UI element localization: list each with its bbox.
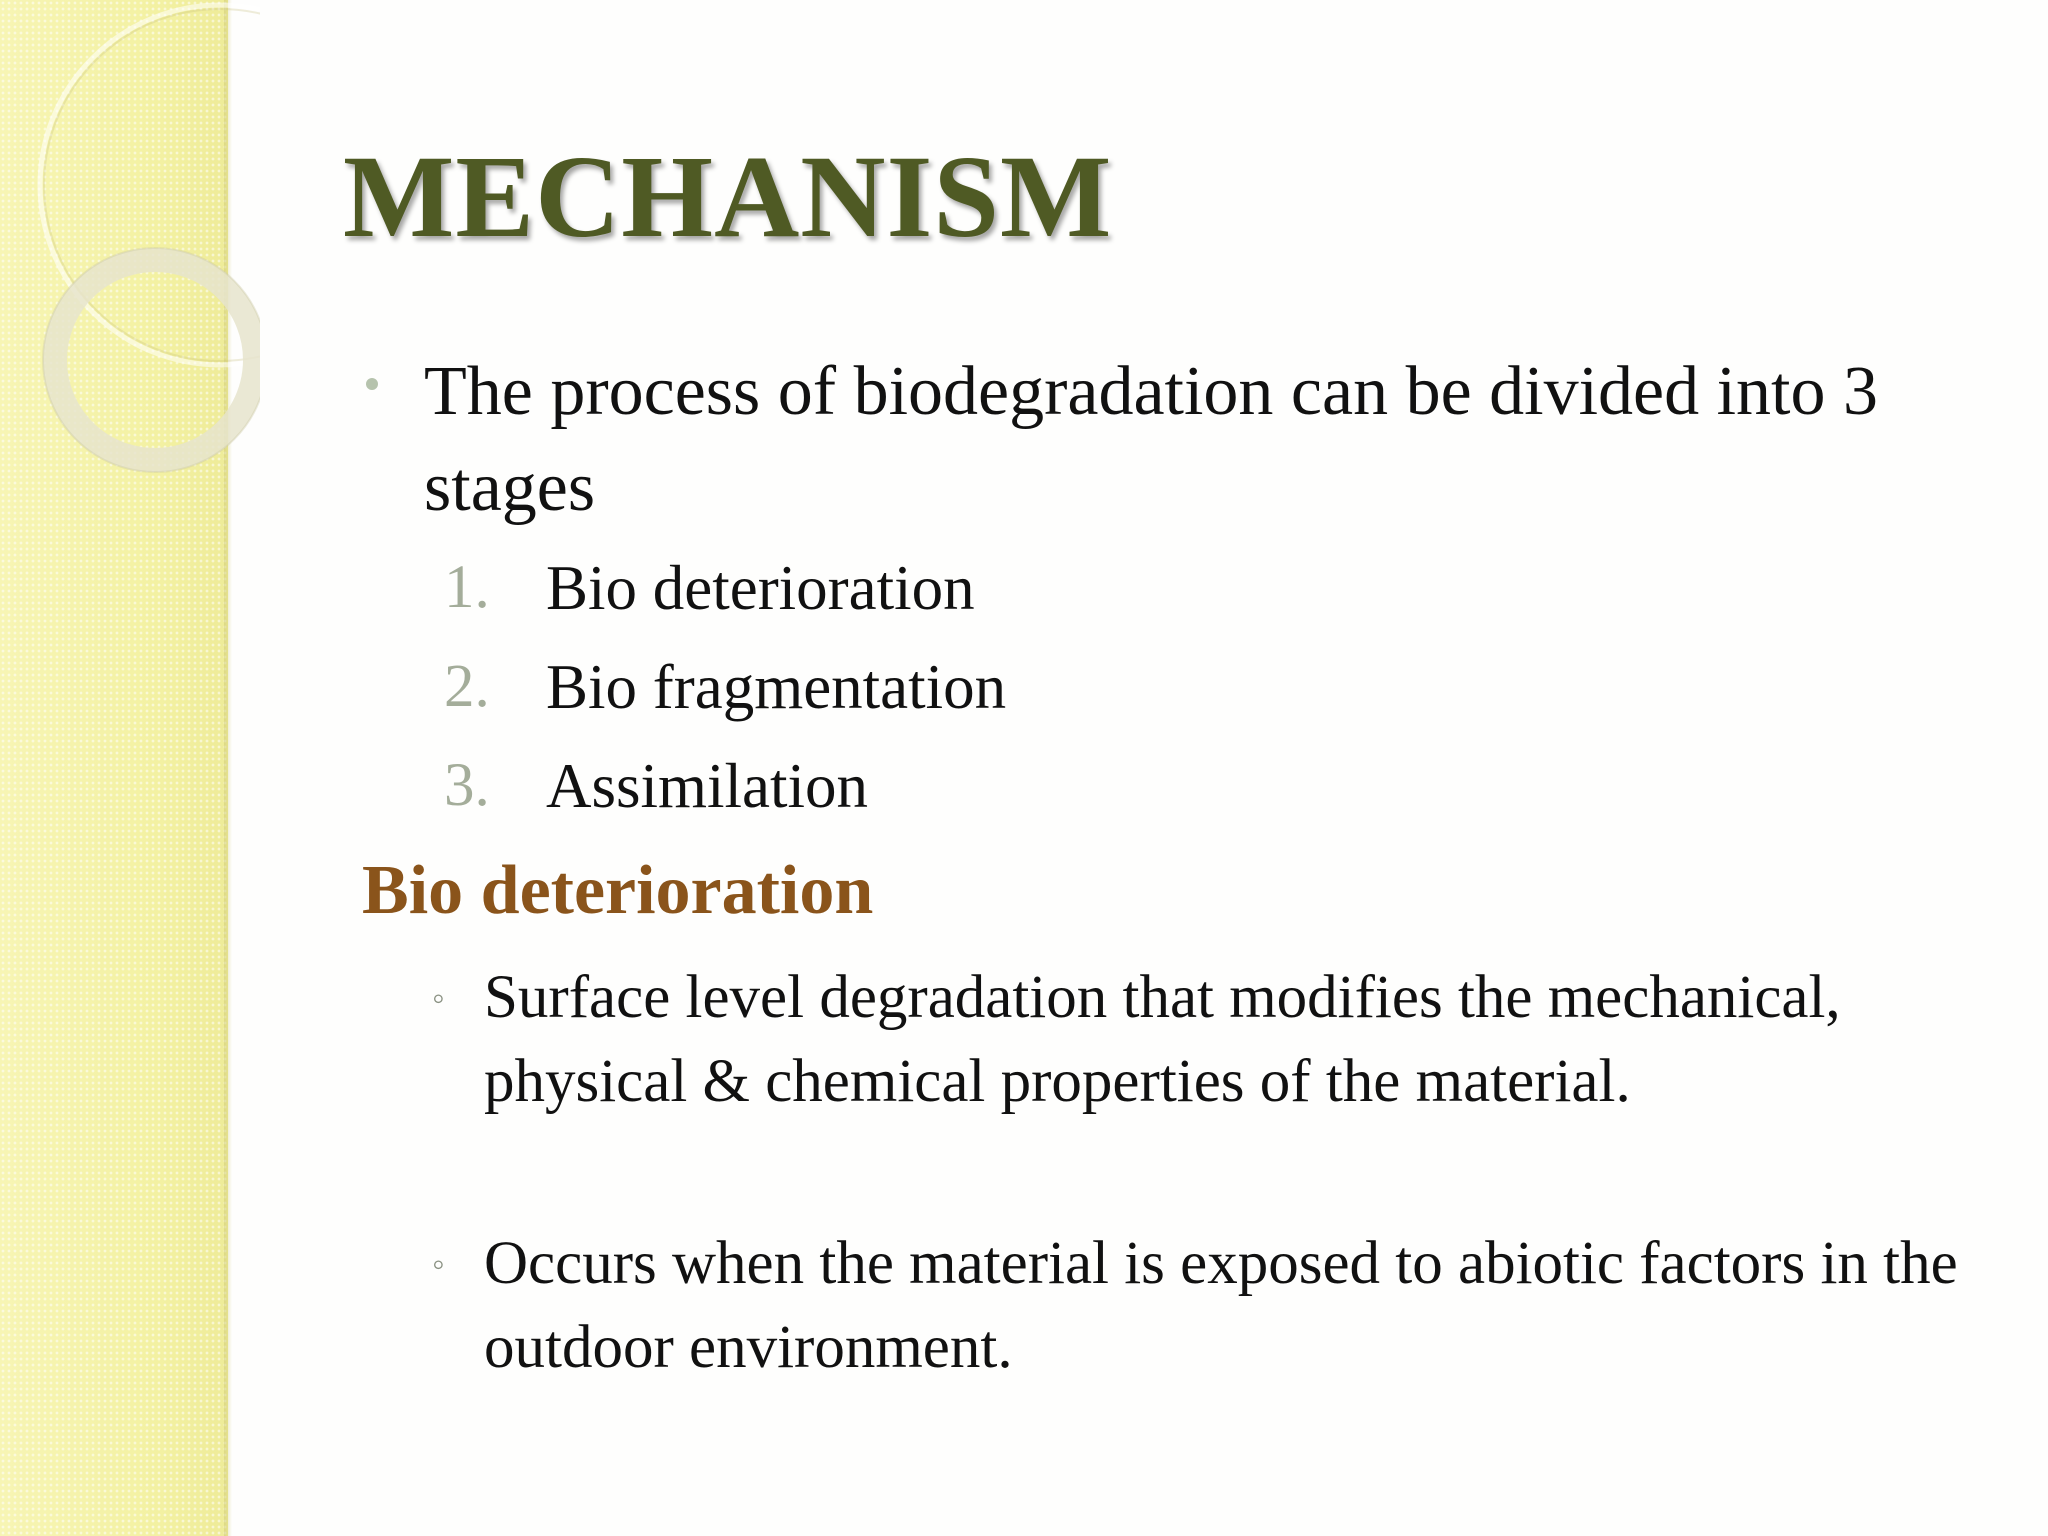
decorative-rings-icon [0, 0, 260, 520]
stage-item [0, 543, 1600, 633]
stage-number: 2. [444, 653, 490, 720]
bullet-dot-icon [366, 378, 378, 390]
stage-item [0, 741, 1600, 831]
hollow-bullet-icon: ◦ [432, 978, 445, 1018]
slide-title: MECHANISM [343, 131, 1113, 262]
stage-number: 1. [444, 554, 490, 621]
intro-bullet-text: The process of biodegradation can be divided into 3 stages [424, 353, 1879, 526]
hollow-bullet-icon: ◦ [432, 1244, 445, 1284]
stage-label: Bio deterioration [546, 553, 975, 623]
stage-number: 3. [444, 752, 490, 819]
sub-bullet-text: Surface level degradation that modifies the mechanical, physical & chemical properties of the material. [484, 964, 1841, 1115]
stage-label: Bio fragmentation [546, 652, 1007, 722]
sub-bullet-text: Occurs when the material is exposed to abiotic factors in the outdoor environment. [484, 1230, 1958, 1381]
section-subheading: Bio deterioration [362, 852, 874, 929]
stage-item [0, 642, 1600, 732]
stage-label: Assimilation [546, 751, 869, 821]
